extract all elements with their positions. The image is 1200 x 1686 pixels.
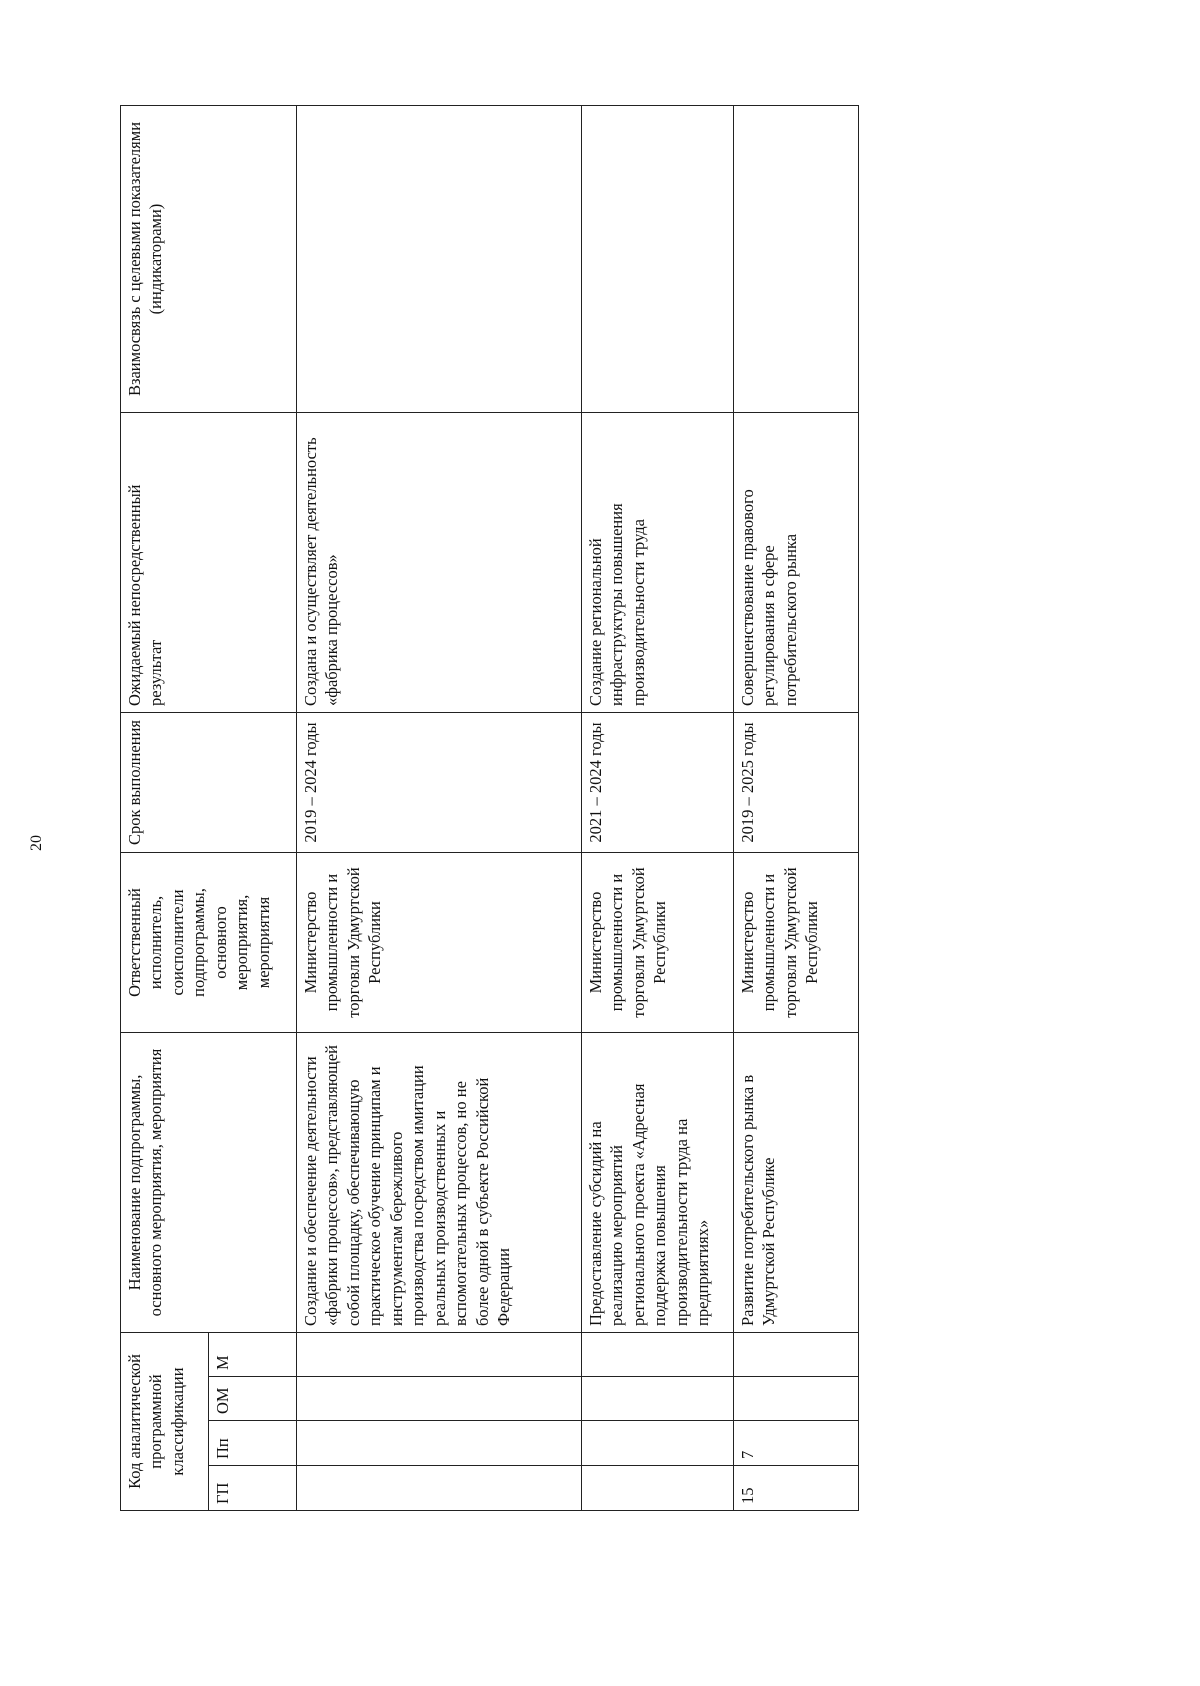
header-gp: ГП	[209, 1466, 297, 1511]
table-row	[734, 106, 859, 1511]
cell-pp	[297, 1421, 582, 1466]
program-table	[120, 105, 859, 1511]
header-m: М	[209, 1333, 297, 1377]
header-executor: Ответственный исполнитель, соисполнители подпрограммы, основного мероприятия, мероприятия	[121, 853, 297, 1033]
header-row-1	[121, 106, 209, 1511]
cell-name: Предоставление субсидий на реализацию мероприятий регионального проекта «Адресная поддержка повышения производительности труда на предприятиях»	[582, 1033, 734, 1333]
cell-link	[582, 106, 734, 413]
cell-executor: Министерство промышленности и торговли Удмуртской Республики	[297, 853, 582, 1033]
cell-gp	[582, 1466, 734, 1511]
cell-executor: Министерство промышленности и торговли Удмуртской Республики	[582, 853, 734, 1033]
cell-result: Создана и осуществляет деятельность «фабрика процессов»	[297, 413, 582, 713]
cell-m	[582, 1333, 734, 1377]
cell-term: 2019 – 2025 годы	[734, 713, 859, 853]
cell-om	[297, 1377, 582, 1421]
cell-result: Совершенствование правового регулирования в сфере потребительского рынка	[734, 413, 859, 713]
header-name: Наименование подпрограммы, основного мероприятия, мероприятия	[121, 1033, 297, 1333]
cell-om	[582, 1377, 734, 1421]
cell-pp: 7	[734, 1421, 859, 1466]
cell-result: Создание региональной инфраструктуры повышения производительности труда	[582, 413, 734, 713]
header-pp: Пп	[209, 1421, 297, 1466]
cell-gp: 15	[734, 1466, 859, 1511]
header-term: Срок выполнения	[121, 713, 297, 853]
cell-pp	[582, 1421, 734, 1466]
cell-gp	[297, 1466, 582, 1511]
cell-executor: Министерство промышленности и торговли Удмуртской Республики	[734, 853, 859, 1033]
cell-m	[297, 1333, 582, 1377]
header-om: ОМ	[209, 1377, 297, 1421]
cell-term: 2019 – 2024 годы	[297, 713, 582, 853]
cell-term: 2021 – 2024 годы	[582, 713, 734, 853]
header-code-group: Код аналитической программной классификации	[121, 1333, 209, 1511]
cell-name: Создание и обеспечение деятельности «фабрики процессов», представляющей собой площадку, обеспечивающую практическое обучение принципам и инструментам бережливого производства посредством имитации реальных производственных и вспомогательных процессов, но не более одной в субъекте Российской Федерации	[297, 1033, 582, 1333]
cell-name: Развитие потребительского рынка в Удмуртской Республике	[734, 1033, 859, 1333]
cell-m	[734, 1333, 859, 1377]
cell-link	[297, 106, 582, 413]
rotated-page	[0, 6, 1200, 1686]
cell-link	[734, 106, 859, 413]
page-number: 20	[28, 835, 45, 851]
table-row	[582, 106, 734, 1511]
header-result: Ожидаемый непосредственный результат	[121, 413, 297, 713]
header-link: Взаимосвязь с целевыми показателями (индикаторами)	[121, 106, 297, 413]
table-row	[297, 106, 582, 1511]
cell-om	[734, 1377, 859, 1421]
